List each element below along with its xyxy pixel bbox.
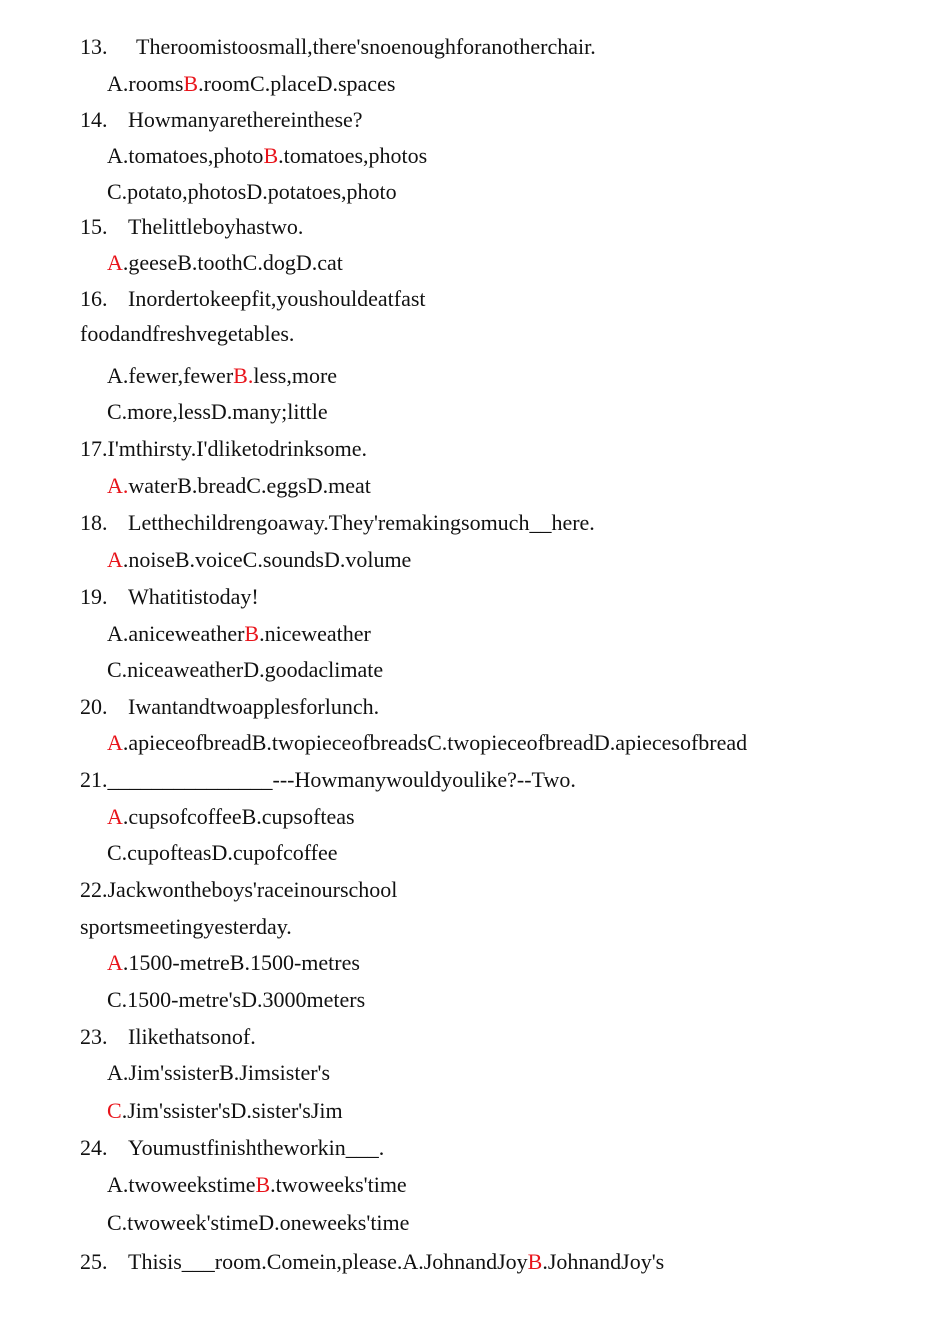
option-text: A.fewer,fewer (107, 363, 234, 388)
option-text: C.1500-metre'sD.3000meters (107, 987, 366, 1012)
answer-mark: C (107, 1098, 122, 1123)
option-text: C.niceaweatherD.goodaclimate (107, 657, 384, 682)
option-text: .geeseB.toothC.dogD.cat (122, 250, 343, 275)
options-19-a (107, 620, 371, 648)
answer-mark: A (107, 950, 123, 975)
option-text: C.cupofteasD.cupofcoffee (107, 840, 338, 865)
question-text: Howmanyarethereinthese? (128, 107, 363, 132)
answer-mark: A (107, 804, 123, 829)
option-text: waterB.breadC.eggsD.meat (128, 473, 371, 498)
answer-mark: B (263, 143, 279, 168)
option-text: A.twoweekstime (107, 1172, 256, 1197)
question-text: Whatitistoday! (128, 584, 259, 609)
question-14 (80, 106, 363, 134)
question-text: Thisis___room.Comein,please.A.JohnandJoy (128, 1249, 528, 1274)
option-text: .JohnandJoy's (542, 1249, 665, 1274)
answer-mark: B (183, 71, 199, 96)
option-text: .tomatoes,photos (278, 143, 428, 168)
options-16-b (107, 398, 328, 426)
question-text: Letthechildrengoaway.They'remakingsomuch__here. (128, 510, 595, 535)
option-text: .roomC.placeD.spaces (198, 71, 396, 96)
question-text: _______________---Howmanywouldyoulike?--Two. (107, 767, 576, 792)
answer-mark: B (255, 1172, 271, 1197)
question-number: 21. (80, 767, 108, 792)
options-18 (107, 546, 411, 574)
option-text: .1500-metreB.1500-metres (122, 950, 360, 975)
options-22-a (107, 949, 360, 977)
question-text: Jackwontheboys'raceinourschool (107, 877, 398, 902)
question-text: I'mthirsty.I'dliketodrinksome. (107, 436, 367, 461)
question-13 (80, 33, 596, 61)
question-16-continued (80, 320, 294, 348)
options-13 (107, 70, 395, 98)
question-20 (80, 693, 379, 721)
options-24-a (107, 1171, 407, 1199)
options-23-b (107, 1097, 343, 1125)
option-text: .Jim'ssister'sD.sister'sJim (121, 1098, 343, 1123)
option-text: A.rooms (107, 71, 184, 96)
answer-mark: B (244, 621, 260, 646)
option-text: C.twoweek'stimeD.oneweeks'time (107, 1210, 410, 1235)
options-16-a (107, 362, 337, 390)
answer-mark: B (527, 1249, 543, 1274)
option-text: .twoweeks'time (270, 1172, 407, 1197)
options-22-b (107, 986, 365, 1014)
question-text: Thelittleboyhastwo. (128, 214, 304, 239)
question-25 (80, 1248, 664, 1276)
options-14-a (107, 142, 427, 170)
question-text: Youmustfinishtheworkin___. (128, 1135, 385, 1160)
question-19 (80, 583, 259, 611)
option-text: A.Jim'ssisterB.Jimsister's (107, 1060, 331, 1085)
question-number: 25. (80, 1249, 108, 1274)
options-17 (107, 472, 371, 500)
options-24-b (107, 1209, 409, 1237)
answer-mark: B. (233, 363, 254, 388)
option-text: C.potato,photosD.potatoes,photo (107, 179, 397, 204)
question-text: Theroomistoosmall,there'snoenoughforanotherchair. (136, 34, 596, 59)
question-16 (80, 285, 426, 313)
question-15 (80, 213, 303, 241)
question-22 (80, 876, 397, 904)
answer-mark: A. (107, 473, 129, 498)
question-number: 14. (80, 107, 108, 132)
question-number: 18. (80, 510, 108, 535)
options-21-a (107, 803, 355, 831)
options-14-b (107, 178, 397, 206)
question-24 (80, 1134, 384, 1162)
option-text: A.tomatoes,photo (107, 143, 264, 168)
options-20 (107, 729, 747, 757)
answer-mark: A (107, 547, 123, 572)
option-text: C.more,lessD.many;little (107, 399, 328, 424)
question-17 (80, 435, 367, 463)
question-text: Ilikethatsonof. (128, 1024, 256, 1049)
question-text: Inordertokeepfit,youshouldeatfast (128, 286, 426, 311)
question-number: 20. (80, 694, 108, 719)
question-22-continued (80, 913, 292, 941)
question-number: 17. (80, 436, 108, 461)
question-number: 15. (80, 214, 108, 239)
question-text: foodandfreshvegetables. (80, 321, 295, 346)
question-number: 23. (80, 1024, 108, 1049)
question-23 (80, 1023, 256, 1051)
answer-mark: A (107, 250, 123, 275)
options-15 (107, 249, 343, 277)
option-text: .noiseB.voiceC.soundsD.volume (122, 547, 412, 572)
question-number: 13. (80, 34, 108, 59)
option-text: A.aniceweather (107, 621, 245, 646)
question-number: 16. (80, 286, 108, 311)
question-number: 24. (80, 1135, 108, 1160)
options-23-a (107, 1059, 330, 1087)
option-text: less,more (253, 363, 338, 388)
option-text: .niceweather (259, 621, 371, 646)
option-text: .cupsofcoffeeB.cupsofteas (122, 804, 355, 829)
question-21 (80, 766, 576, 794)
option-text: .apieceofbreadB.twopieceofbreadsC.twopieceofbreadD.apiecesofbread (122, 730, 748, 755)
options-21-b (107, 839, 338, 867)
question-number: 19. (80, 584, 108, 609)
answer-mark: A (107, 730, 123, 755)
question-text: Iwantandtwoapplesforlunch. (128, 694, 380, 719)
question-number: 22. (80, 877, 108, 902)
question-text: sportsmeetingyesterday. (80, 914, 292, 939)
question-18 (80, 509, 595, 537)
options-19-b (107, 656, 383, 684)
